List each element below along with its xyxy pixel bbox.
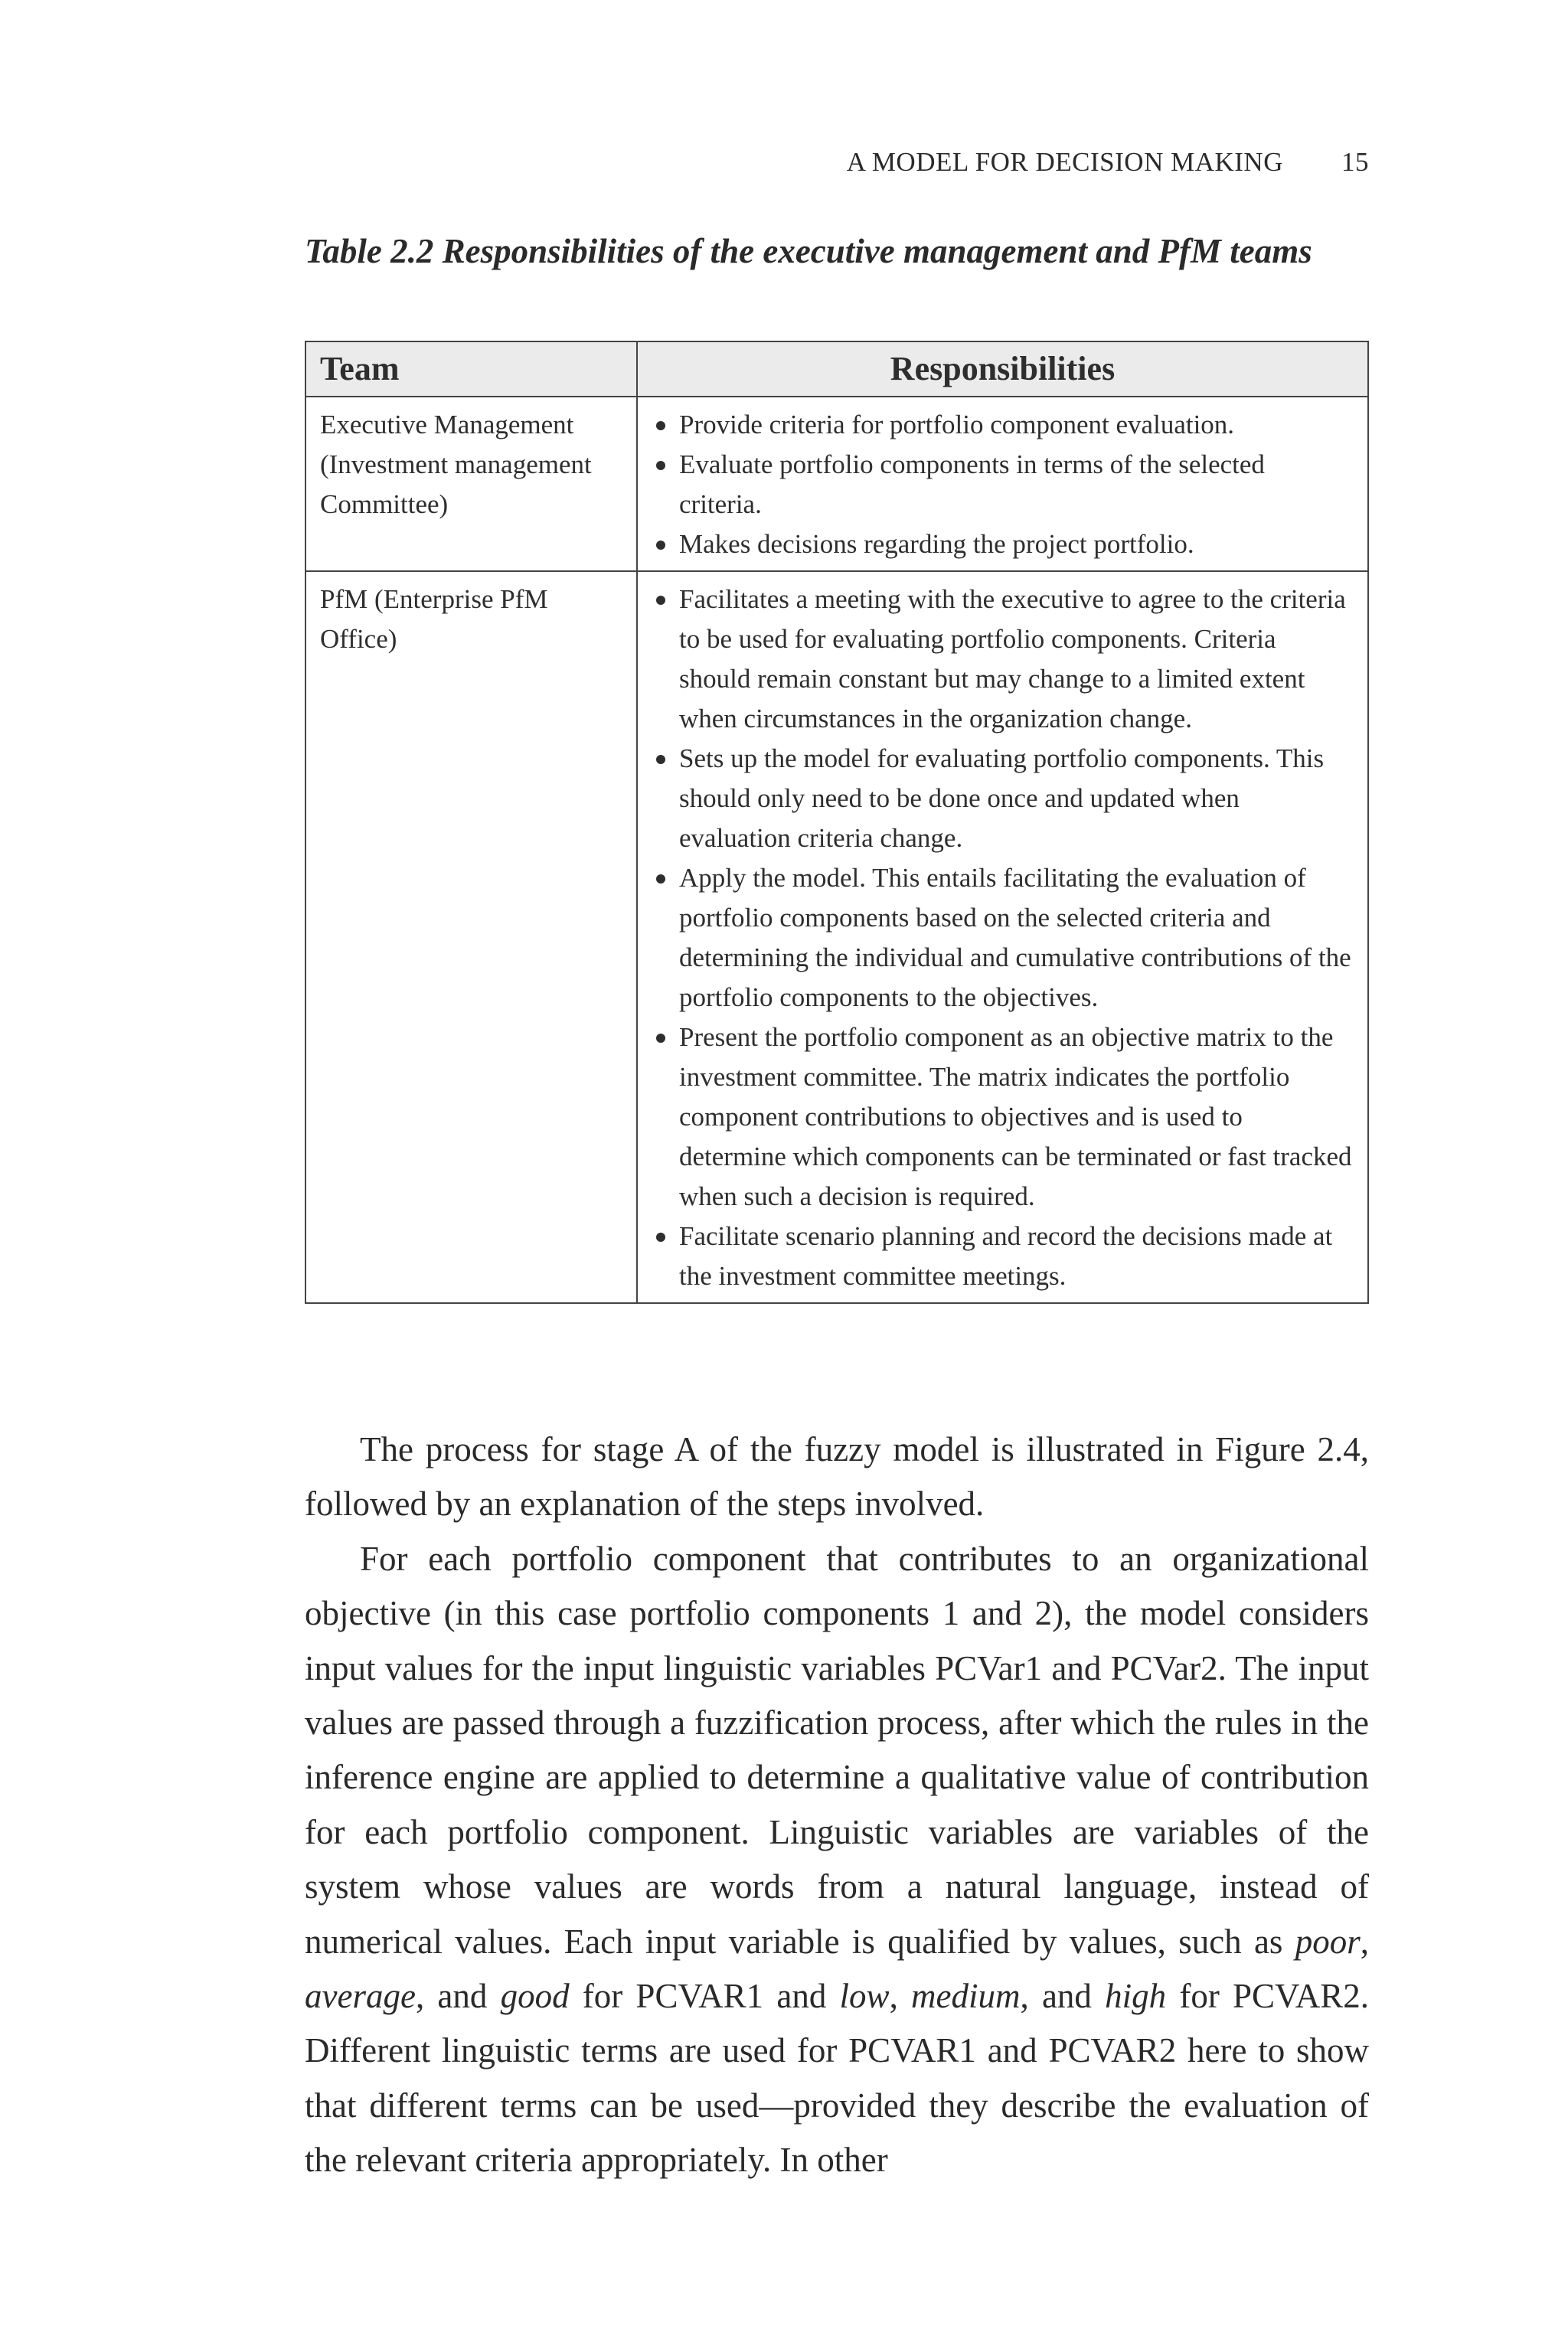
table-header-row [305, 341, 1368, 397]
responsibility-item: Sets up the model for evaluating portfolio components. This should only need to be done once and updated when evaluation criteria change. [652, 739, 1354, 858]
column-header-responsibilities: Responsibilities [637, 341, 1368, 397]
column-header-team: Team [305, 341, 637, 397]
paragraph-text: for PCVAR2. Different linguistic terms are used for PCVAR1 and PCVAR2 here to show that different terms can be used—provided they describe the evaluation of the relevant criteria appropriately. In other [305, 1977, 1369, 2180]
table-row [305, 571, 1368, 1303]
responsibility-item: Facilitates a meeting with the executive to agree to the criteria to be used for evaluating portfolio components. Criteria should remain constant but may change to a limited extent when circumstances in the organization change. [652, 580, 1354, 739]
responsibility-item: Facilitate scenario planning and record the decisions made at the investment committee meetings. [652, 1217, 1354, 1296]
separator: , and [1020, 1977, 1106, 2016]
term-low: low [839, 1977, 890, 2016]
separator: , [889, 1977, 912, 2016]
responsibility-list [652, 580, 1354, 1296]
responsibility-item: Makes decisions regarding the project portfolio. [652, 524, 1354, 564]
responsibilities-cell [637, 397, 1368, 571]
separator: , and [415, 1977, 501, 2016]
responsibilities-cell [637, 571, 1368, 1303]
paragraph: The process for stage A of the fuzzy model is illustrated in Figure 2.4, followed by an explanation of the steps involved. [305, 1430, 1369, 1524]
table-caption: Table 2.2 Responsibilities of the executive management and PfM teams [305, 232, 1312, 270]
team-cell: PfM (Enterprise PfM Office) [305, 571, 637, 1303]
responsibility-item: Present the portfolio component as an objective matrix to the investment committee. The matrix indicates the portfolio component contributions to objectives and is used to determine which components can be terminated or fast tracked when such a decision is required. [652, 1018, 1354, 1217]
running-title: A MODEL FOR DECISION MAKING [846, 147, 1283, 177]
responsibility-list [652, 405, 1354, 564]
term-medium: medium [911, 1977, 1021, 2016]
table-row [305, 397, 1368, 571]
responsibility-item: Evaluate portfolio components in terms of the selected criteria. [652, 445, 1354, 524]
paragraph-text: For each portfolio component that contributes to an organizational objective (in this case portfolio components 1 and 2), the model considers input values for the input linguistic variables PCVar1 and PCVar2. The input values are passed through a fuzzification process, after which the rules in the inference engine are applied to determine a qualitative value of contribution for each portfolio component. Linguistic variables are variables of the system whose values are words from a natural language, instead of numerical values. Each input variable is qualified by values, such as [305, 1539, 1369, 1961]
team-cell: Executive Management (Investment management Committee) [305, 397, 637, 571]
term-high: high [1105, 1977, 1167, 2016]
responsibilities-table [305, 341, 1369, 1304]
separator: for PCVAR1 and [569, 1977, 840, 2016]
running-head [305, 147, 1369, 178]
body-text [305, 1423, 1369, 2188]
paragraph [305, 1532, 1369, 2188]
responsibility-item: Provide criteria for portfolio component evaluation. [652, 405, 1354, 445]
page-number: 15 [1341, 147, 1369, 177]
responsibility-item: Apply the model. This entails facilitating the evaluation of portfolio components based on the selected criteria and determining the individual and cumulative contributions of the portfolio components to the objectives. [652, 858, 1354, 1018]
term-average: average [305, 1977, 416, 2016]
separator: , [1360, 1922, 1369, 1961]
term-poor: poor [1295, 1922, 1361, 1961]
term-good: good [500, 1977, 570, 2016]
